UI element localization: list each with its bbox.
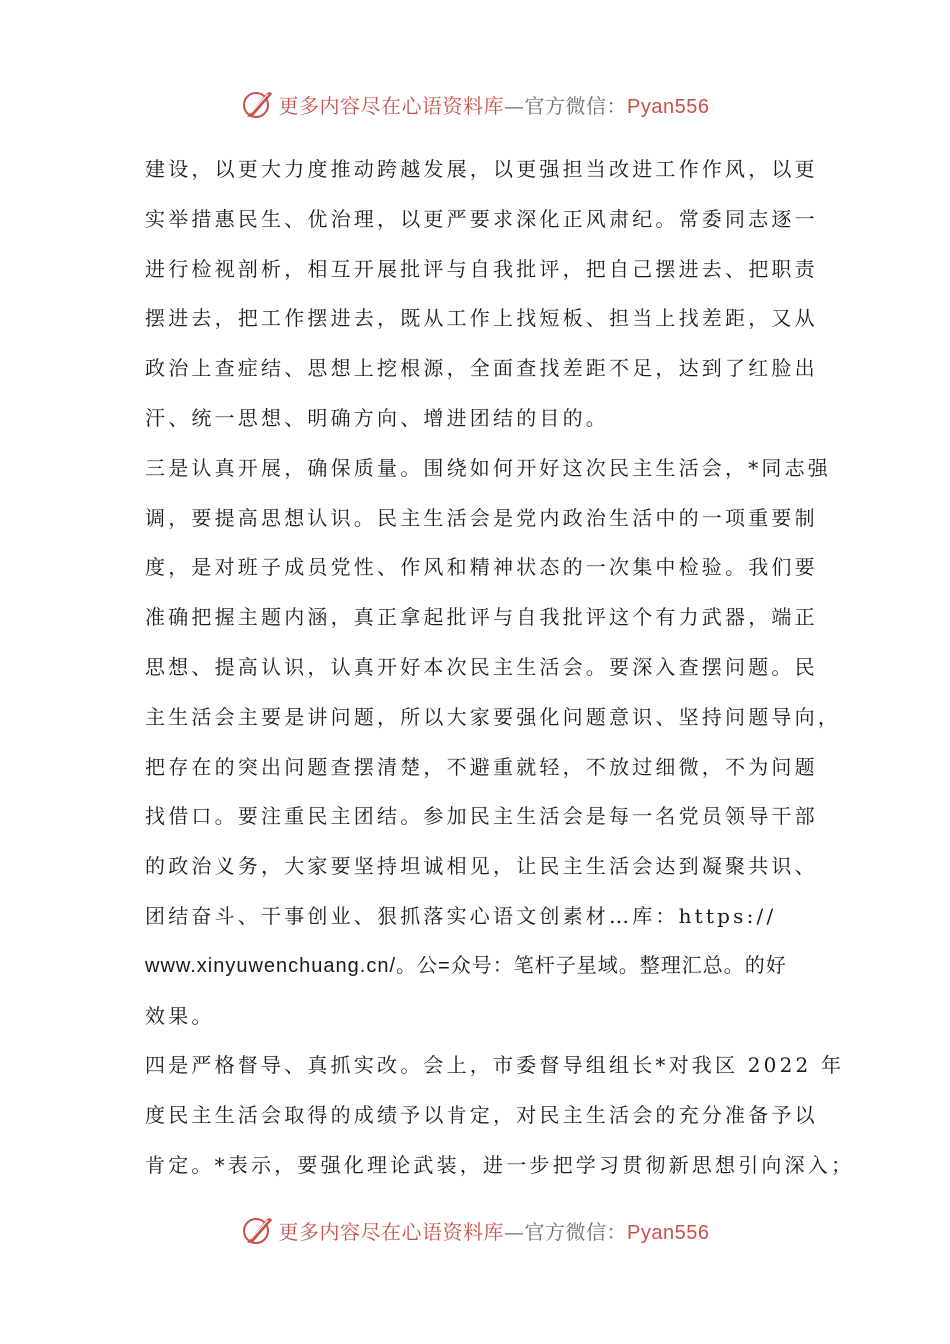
text-line: 肯定。*表示，要强化理论武装，进一步把学习贯彻新思想引向深入； — [145, 1152, 855, 1177]
banner-dark-text: 官方微信： — [524, 1219, 628, 1244]
banner-dash: — — [504, 1219, 525, 1244]
text-line: 政治上查症结、思想上挖根源，全面查找差距不足，达到了红脸出 — [145, 356, 818, 381]
text-line: 效果。 — [145, 1003, 215, 1028]
text-line: 团结奋斗、干事创业、狠抓落实心语文创素材…库：https:// — [145, 903, 777, 928]
header-banner — [0, 82, 950, 126]
text-line: 进行检视剖析，相互开展批评与自我批评，把自己摆进去、把职责 — [145, 256, 818, 281]
banner-dash: — — [504, 93, 525, 118]
text-line: 三是认真开展，确保质量。围绕如何开好这次民主生活会，*同志强 — [145, 455, 831, 480]
banner-title — [279, 1216, 710, 1245]
banner-account: Pyan556 — [627, 95, 710, 118]
text-line: 摆进去，把工作摆进去，既从工作上找短板、担当上找差距，又从 — [145, 306, 818, 331]
text-line: 调，要提高思想认识。民主生活会是党内政治生活中的一项重要制 — [145, 505, 818, 530]
text-line: 主生活会主要是讲问题，所以大家要强化问题意识、坚持问题导向， — [145, 704, 841, 729]
text-line: 四是严格督导、真抓实改。会上，市委督导组组长*对我区 2022 年 — [145, 1053, 845, 1078]
text-line: 实举措惠民生、优治理，以更严要求深化正风肃纪。常委同志逐一 — [145, 206, 818, 231]
banner-account: Pyan556 — [627, 1221, 710, 1244]
quill-logo-icon — [241, 87, 275, 121]
banner-title — [279, 90, 710, 119]
text-line: 度民主生活会取得的成绩予以肯定，对民主生活会的充分准备予以 — [145, 1103, 818, 1128]
banner-red-text: 更多内容尽在心语资料库 — [278, 1219, 505, 1244]
text-line: 思想、提高认识，认真开好本次民主生活会。要深入查摆问题。民 — [145, 654, 818, 679]
text-line: 找借口。要注重民主团结。参加民主生活会是每一名党员领导干部 — [145, 804, 818, 829]
text-line: 的政治义务，大家要坚持坦诚相见，让民主生活会达到凝聚共识、 — [145, 854, 818, 879]
footer-banner — [0, 1208, 950, 1252]
banner-red-text: 更多内容尽在心语资料库 — [278, 93, 505, 118]
text-line: www.xinyuwenchuang.cn/。公=众号：笔杆子星域。整理汇总。的好 — [145, 954, 787, 977]
document-body — [145, 145, 855, 1191]
text-line: 度，是对班子成员党性、作风和精神状态的一次集中检验。我们要 — [145, 555, 818, 580]
banner-dark-text: 官方微信： — [524, 93, 628, 118]
text-line: 汗、统一思想、明确方向、增进团结的目的。 — [145, 405, 609, 430]
text-line: 建设，以更大力度推动跨越发展，以更强担当改进工作作风，以更 — [145, 157, 818, 181]
text-line: 把存在的突出问题查摆清楚，不避重就轻，不放过细微，不为问题 — [145, 754, 818, 779]
text-line: 准确把握主题内涵，真正拿起批评与自我批评这个有力武器，端正 — [145, 605, 818, 630]
quill-logo-icon — [241, 1213, 275, 1247]
